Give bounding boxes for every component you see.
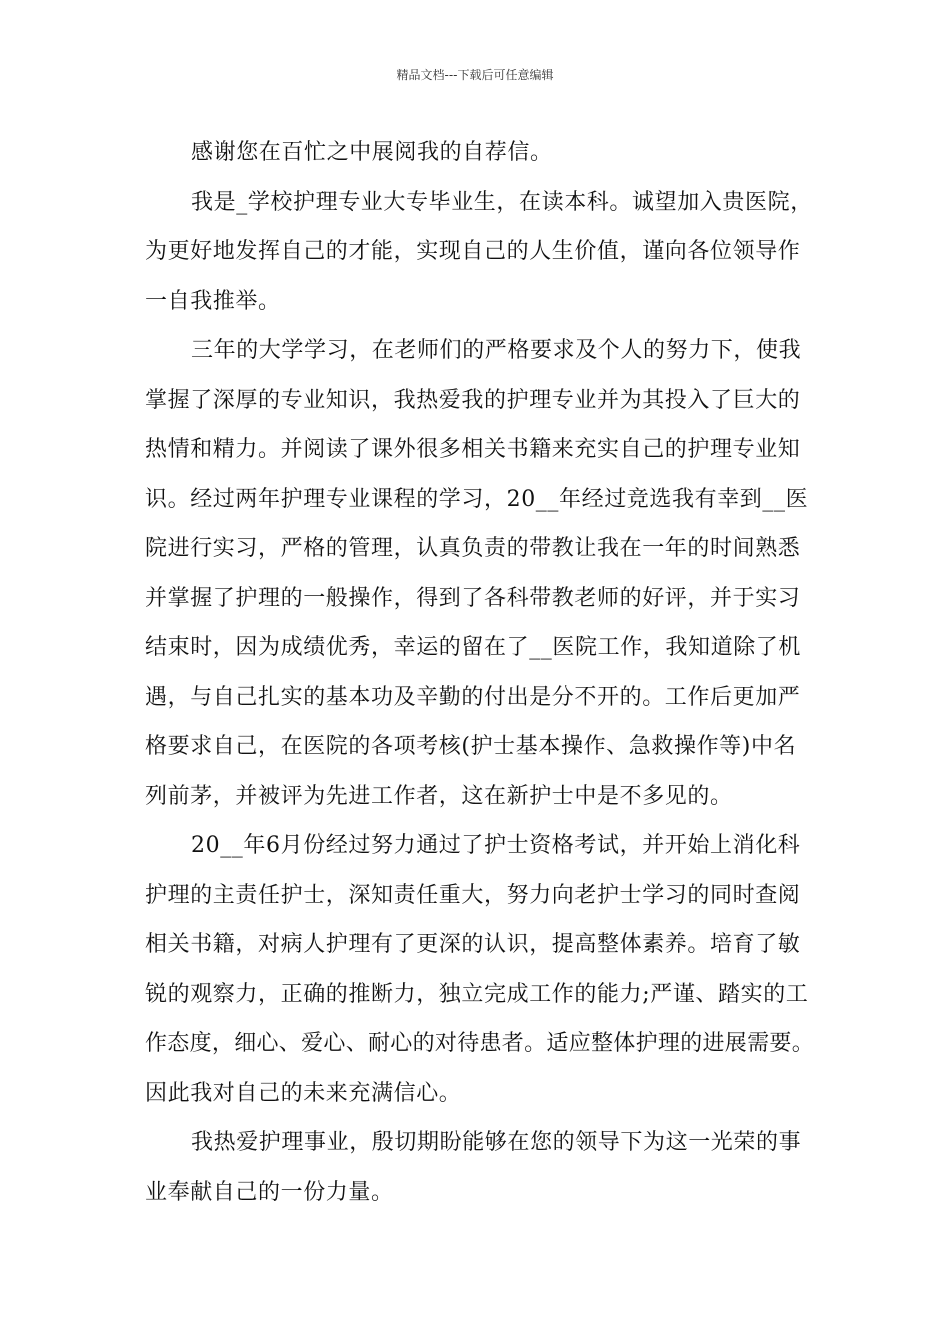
text-line: 为更好地发挥自己的才能，实现自己的人生价值，谨向各位领导作 (145, 239, 801, 264)
page-header: 精品文档---下载后可任意编辑 (396, 68, 554, 82)
text-line: 列前茅，并被评为先进工作者，这在新护士中是不多见的。 (145, 783, 733, 809)
text-line: 格要求自己，在医院的各项考核(护士基本操作、急救操作等)中名 (145, 734, 797, 759)
text-line: 业奉献自己的一份力量。 (145, 1179, 394, 1205)
text-line: 我是_学校护理专业大专毕业生，在读本科。诚望加入贵医院， (191, 189, 813, 215)
text-line: 三年的大学学习，在老师们的严格要求及个人的努力下，使我 (191, 338, 802, 363)
text-line: 因此我对自己的未来充满信心。 (145, 1080, 462, 1106)
text-line: 并掌握了护理的一般操作，得到了各科带教老师的好评，并于实习 (145, 585, 801, 611)
text-line: 20__年6月份经过努力通过了护士资格考试，并开始上消化科 (191, 833, 801, 858)
text-line: 院进行实习，严格的管理，认真负责的带教让我在一年的时间熟悉 (145, 536, 801, 561)
text-line: 我热爱护理事业，殷切期盼能够在您的领导下为这一光荣的事 (191, 1130, 802, 1155)
text-line: 感谢您在百忙之中展阅我的自荐信。 (191, 140, 553, 165)
text-line: 热情和精力。并阅读了课外很多相关书籍来充实自己的护理专业知 (145, 437, 801, 462)
text-line: 护理的主责任护士，深知责任重大，努力向老护士学习的同时查阅 (145, 882, 801, 908)
text-line: 遇，与自己扎实的基本功及辛勤的付出是分不开的。工作后更加严 (145, 684, 801, 710)
text-line: 锐的观察力，正确的推断力，独立完成工作的能力;严谨、踏实的工 (145, 981, 809, 1007)
text-line: 作态度，细心、爱心、耐心的对待患者。适应整体护理的进展需要。 (145, 1031, 815, 1056)
text-line: 相关书籍，对病人护理有了更深的认识，提高整体素养。培育了敏 (145, 932, 801, 957)
text-line: 一自我推举。 (145, 288, 281, 314)
text-line: 结束时，因为成绩优秀，幸运的留在了__医院工作，我知道除了机 (145, 635, 802, 660)
text-line: 识。经过两年护理专业课程的学习，20__年经过竞选我有幸到__医 (145, 486, 809, 512)
text-line: 掌握了深厚的专业知识，我热爱我的护理专业并为其投入了巨大的 (145, 387, 801, 413)
letter-body (145, 128, 815, 1217)
